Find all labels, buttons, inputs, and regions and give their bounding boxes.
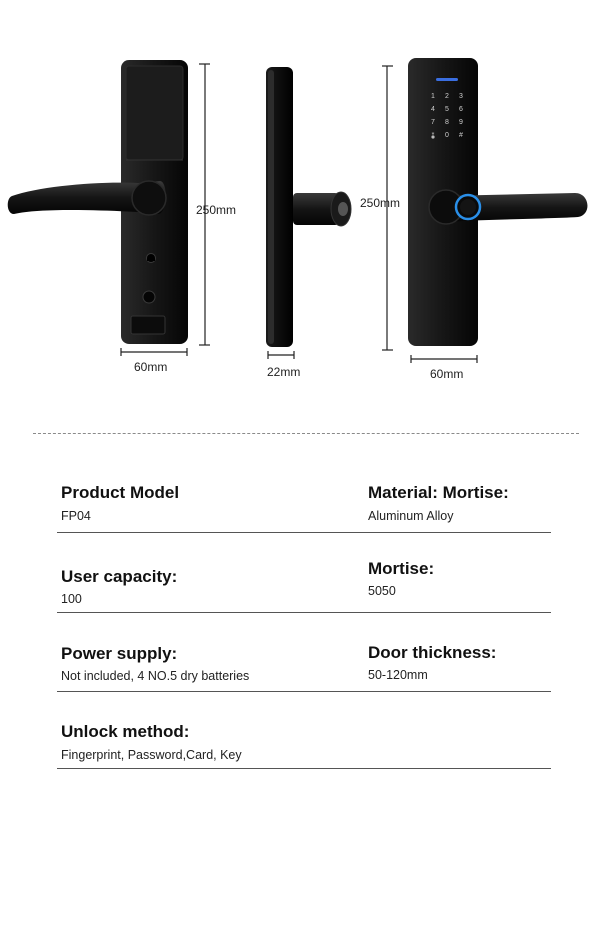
left-height-label: 250mm — [196, 203, 237, 217]
keypad-key: 8 — [445, 119, 449, 126]
keypad-key: 1 — [431, 93, 435, 100]
indicator-bar — [436, 78, 458, 81]
keypad-key: 6 — [459, 106, 463, 113]
left-width-label: 60mm — [134, 360, 168, 374]
lock-back-view — [8, 60, 188, 344]
door-thickness-value: 50-120mm — [368, 668, 428, 682]
keypad-key: 4 — [431, 106, 435, 113]
user-capacity-label: User capacity: — [61, 567, 178, 586]
keypad-key: 2 — [445, 93, 449, 100]
keypad-key: 0 — [445, 132, 449, 139]
row-divider — [57, 532, 551, 533]
right-width-label: 60mm — [430, 367, 464, 381]
section-divider — [33, 433, 579, 434]
keypad-key: 5 — [445, 106, 449, 113]
key-cylinder-icon — [143, 291, 155, 303]
row-divider — [57, 612, 551, 613]
row-divider — [57, 691, 551, 692]
lock-front-view — [408, 58, 587, 346]
side-depth-label: 22mm — [267, 365, 301, 379]
user-capacity-value: 100 — [61, 592, 82, 606]
mortise-value: 5050 — [368, 584, 396, 598]
keypad-key: 9 — [459, 119, 463, 126]
door-thickness-label: Door thickness: — [368, 643, 497, 662]
material-label: Material: Mortise: — [368, 483, 509, 502]
keypad-key: # — [459, 132, 463, 139]
keypad-key: 7 — [431, 119, 435, 126]
lock-side-view — [266, 67, 351, 347]
battery-cover — [131, 316, 165, 334]
keypad-key: 3 — [459, 93, 463, 100]
row-divider — [57, 768, 551, 769]
right-height-label: 250mm — [360, 196, 401, 210]
product-model-value: FP04 — [61, 509, 91, 523]
product-model-label: Product Model — [61, 483, 180, 502]
power-supply-label: Power supply: — [61, 644, 178, 663]
unlock-method-value: Fingerprint, Password,Card, Key — [61, 748, 242, 762]
product-drawings — [0, 0, 600, 400]
mortise-label: Mortise: — [368, 559, 435, 578]
unlock-method-label: Unlock method: — [61, 722, 190, 741]
power-supply-value: Not included, 4 NO.5 dry batteries — [61, 669, 250, 683]
material-value: Aluminum Alloy — [368, 509, 454, 523]
